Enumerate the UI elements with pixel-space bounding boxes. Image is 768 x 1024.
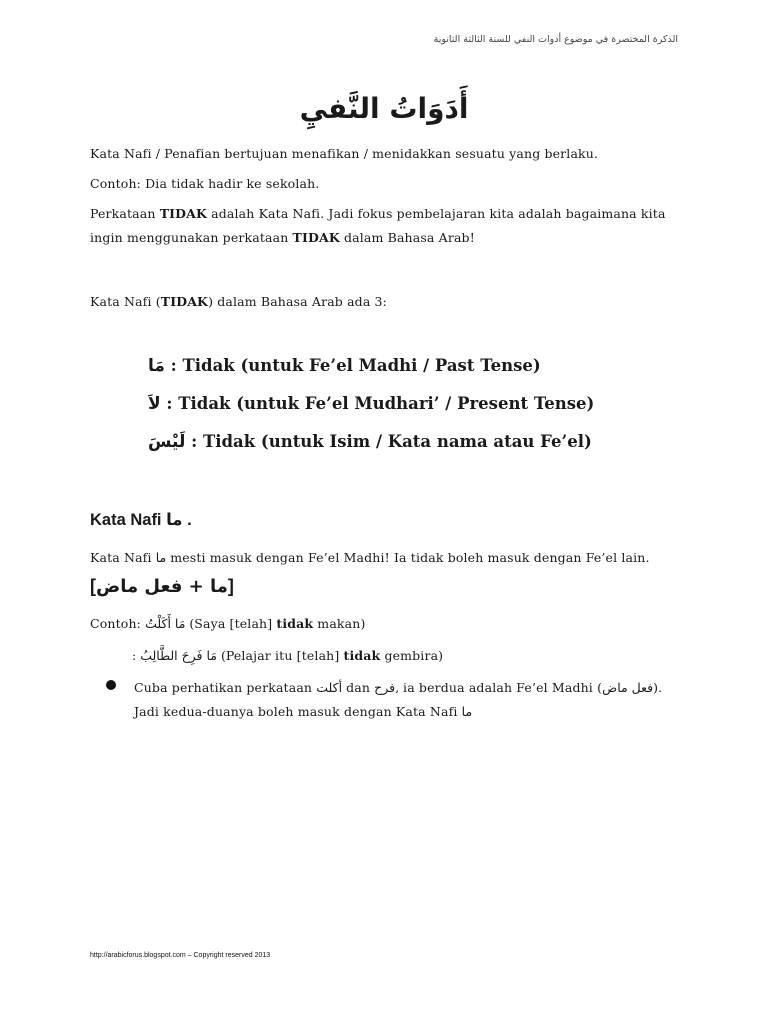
footer-copyright: http://arabicforus.blogspot.com – Copyright reserved 2013 [90, 952, 271, 959]
section-rule: Kata Nafi ما mesti masuk dengan Fe’el Madhi! Ia tidak boleh masuk dengan Fe’el lain. [90, 550, 650, 565]
running-header: الذكرة المختصرة في موضوع أدوات النفي للسنة الثالثة الثانوية [433, 34, 678, 45]
bullet-note: Cuba perhatikan perkataan أكلت dan فرح, ia berdua adalah Fe’el Madhi (فعل ماض). Jadi kedua-duanya boleh masuk dengan Kata Nafi ما [134, 680, 663, 719]
formula: [ما + فعل ماض] [90, 576, 234, 597]
nafi-tool-laisa: لَيْسَ : Tidak (untuk Isim / Kata nama atau Fe’el) [148, 432, 592, 452]
nafi-tool-ma: مَا : Tidak (untuk Fe’el Madhi / Past Tense) [148, 356, 541, 376]
intro-definition: Kata Nafi / Penafian bertujuan menafikan / menidakkan sesuatu yang berlaku. [90, 146, 599, 161]
bullet-dot [106, 680, 116, 690]
section-heading: Kata Nafi ما . [90, 510, 192, 529]
page-title: أَدَوَاتُ النَّفيِ [299, 92, 469, 125]
intro-example: Contoh: Dia tidak hadir ke sekolah. [90, 176, 320, 191]
example-1: Contoh: مَا أَكَلْتُ (Saya [telah] tidak makan) [90, 616, 366, 631]
nafi-tool-la: لاَ : Tidak (untuk Fe’el Mudhari’ / Present Tense) [148, 394, 595, 414]
intro-count: Kata Nafi (TIDAK) dalam Bahasa Arab ada 3: [90, 294, 388, 309]
intro-focus: Perkataan TIDAK adalah Kata Nafi. Jadi fokus pembelajaran kita adalah bagaimana kita ingin menggunakan perkataan TIDAK dalam Bahasa Arab! [90, 206, 666, 245]
example-2: : مَا فَرِحَ الطَّالِبُ (Pelajar itu [telah] tidak gembira) [132, 648, 444, 663]
